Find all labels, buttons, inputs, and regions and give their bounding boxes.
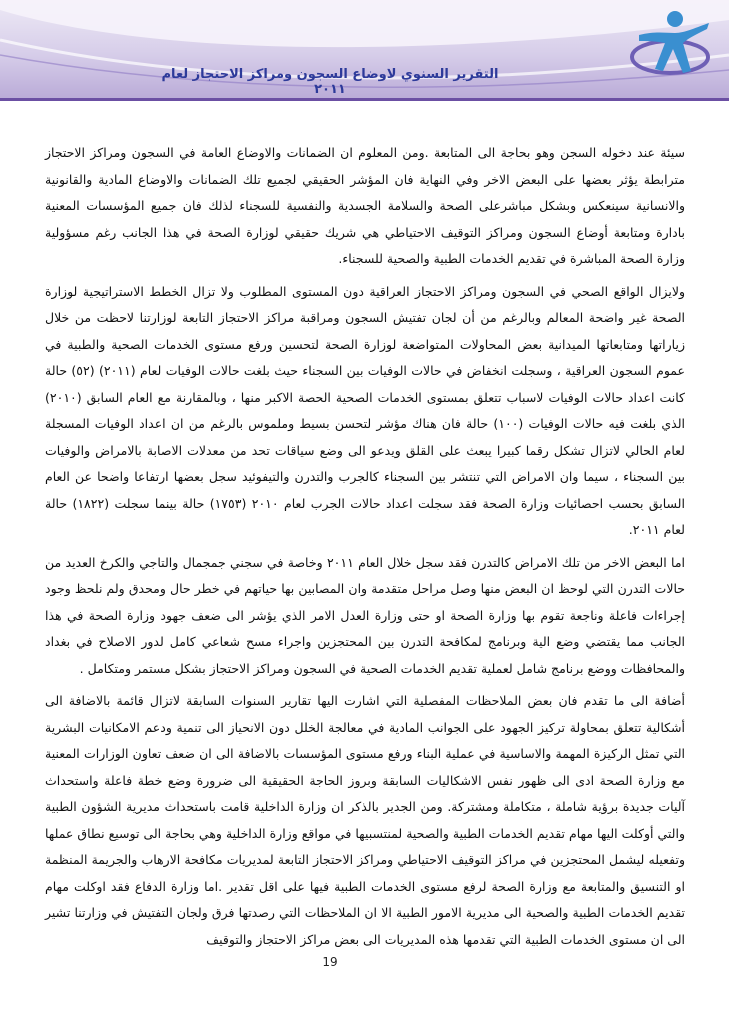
paragraph: أضافة الى ما تقدم فان بعض الملاحظات المفصلية التي اشارت اليها تقارير السنوات السابقة لاتزال قائمة بالاضافة الى أشكالية تتعلق بمحاولة تركيز الجهود على الجوانب المادية في معالجة الخلل دون الانحياز الى تنمية ودعم الامكانيات البشرية التي تمثل الركيزة المهمة والاساسية في عملية البناء ورفع مستوى المؤسسات بالاضافة الى ان ضعف تعاون الوزارات المعنية مع وزارة الصحة ادى الى ظهور نفس الاشكاليات السابقة وبروز الحاجة الحقيقية الى ضرورة وضع خطة فاعلة واستحداث آليات جديدة برؤية شاملة ، متكاملة ومشتركة. ومن الجدير بالذكر ان وزارة الداخلية قامت باستحداث مديرية الشؤون الطبية والتي أوكلت اليها مهام تقديم الخدمات الطبية والصحية لمنتسبيها في مواقع وزارة الداخلية وهي بحاجة الى توسيع نطاق عملها وتفعيله ليشمل المحتجزين في مراكز التوقيف الاحتياطي ومراكز الاحتجاز التابعة لمديريات مكافحة الارهاب والجريمة المنظمة او التنسيق والمتابعة مع وزارة الصحة لرفع مستوى الخدمات الطبية فيها على اقل تقدير .اما وزارة الدفاع فقد اوكلت مهام تقديم الخدمات الطبية والصحية الى مديرية الامور الطبية الا ان الملاحظات التي رصدتها فرق ولجان التفتيش في وزارتنا تشير الى ان مستوى الخدمات الطبية التي تقدمها هذه المديريات الى بعض مراكز الاحتجاز والتوقيف — [45, 693, 685, 947]
page-number: 19 — [322, 955, 338, 969]
report-body — [45, 140, 685, 959]
paragraph: اما البعض الاخر من تلك الامراض كالتدرن فقد سجل خلال العام ٢٠١١ وخاصة في سجني جمجمال والتاجي والكرخ العديد من حالات التدرن التي لوحظ ان البعض منها وصل مراحل متقدمة وان المصابين بها حياتهم في خطر حال ومحدق ولم نلحظ وجود إجراءات فاعلة وناجعة تقوم بها وزارة الصحة او حتى وزارة العدل الامر الذي يؤشر الى ضعف جهود وزارة الصحة في هذا الجانب مما يقتضي وضع الية وبرنامج لمكافحة التدرن بين المحتجزين واجراء مسح شعاعي كامل لدور الاصلاح في بغداد والمحافظات ووضع برنامج شامل لعملية تقديم الخدمات الصحية في السجون ومراكز الاحتجاز بشكل مستمر ومتكامل . — [45, 554, 685, 676]
report-header-title: التقرير السنوي لاوضاع السجون ومراكز الاحتجاز لعام ٢٠١١ — [161, 67, 499, 97]
header-band — [0, 0, 729, 100]
paragraph: سيئة عند دخوله السجن وهو بحاجة الى المتابعة .ومن المعلوم ان الضمانات والاوضاع العامة في السجون ومراكز الاحتجاز مترابطة يؤثر بعضها على البعض الاخر وفي النهاية فان المؤشر الحقيقي لجميع تلك الضمانات والاوضاع المادية والقانونية والانسانية سينعكس وبشكل مباشرعلى الصحة والسلامة الجسدية والنفسية للسجناء لذلك فان جميع المؤسسات المعنية بادارة ومتابعة أوضاع السجون ومراكز التوقيف الاحتياطي هي شريك حقيقي لوزارة الصحة في هذا الجانب رغم مسؤولية وزارة الصحة المباشرة في تقديم الخدمات الطبية والصحية للسجناء. — [45, 145, 685, 266]
paragraph: ولايزال الواقع الصحي في السجون ومراكز الاحتجاز العراقية دون المستوى المطلوب ولا تزال الخطط الاستراتيجية لوزارة الصحة غير واضحة المعالم وبالرغم من أن لجان تفتيش السجون ومراقبة مراكز الاحتجاز التابعة لوزارتنا لاحظت من خلال زياراتها ومتابعاتها الميدانية بعض المحاولات المتواضعة لوزارة الصحة لتحسين ورفع مستوى الخدمات الصحية والطبية في عموم السجون العراقية ، وسجلت انخفاض في حالات الوفيات بين السجناء حيث بلغت حالات الوفيات لعام (٢٠١١) (٥٢) حالة كانت اعداد حالات الوفيات لاسباب تتعلق بمستوى الخدمات الصحية الحصة الاكبر منها ، وبالمقارنة مع العام السابق (٢٠١٠) الذي بلغت فيه حالات الوفيات (١٠٠) حالة فان هناك مؤشر لتحسن بسيط وملموس بالرغم من ان اعداد الوفيات المسجلة لعام الحالي لاتزال تشكل رقما كبيرا يبعث على القلق ويدعو الى وضع سياقات تحد من معدلات الاصابة بالامراض والوفيات بين السجناء ، سيما وان الامراض التي تنتشر بين السجناء كالجرب والتدرن والتيفوئيد سجل بعضها ارتفاعا واضحا عن العام السابق بحسب احصائيات وزارة الصحة فقد سجلت اعداد حالات الجرب لعام ٢٠١٠ (١٧٥٣) حالة بينما سجلت (١٨٢٢) حالة لعام ٢٠١١. — [45, 283, 685, 537]
human-figure-logo — [625, 5, 715, 85]
header-rule — [0, 98, 729, 101]
